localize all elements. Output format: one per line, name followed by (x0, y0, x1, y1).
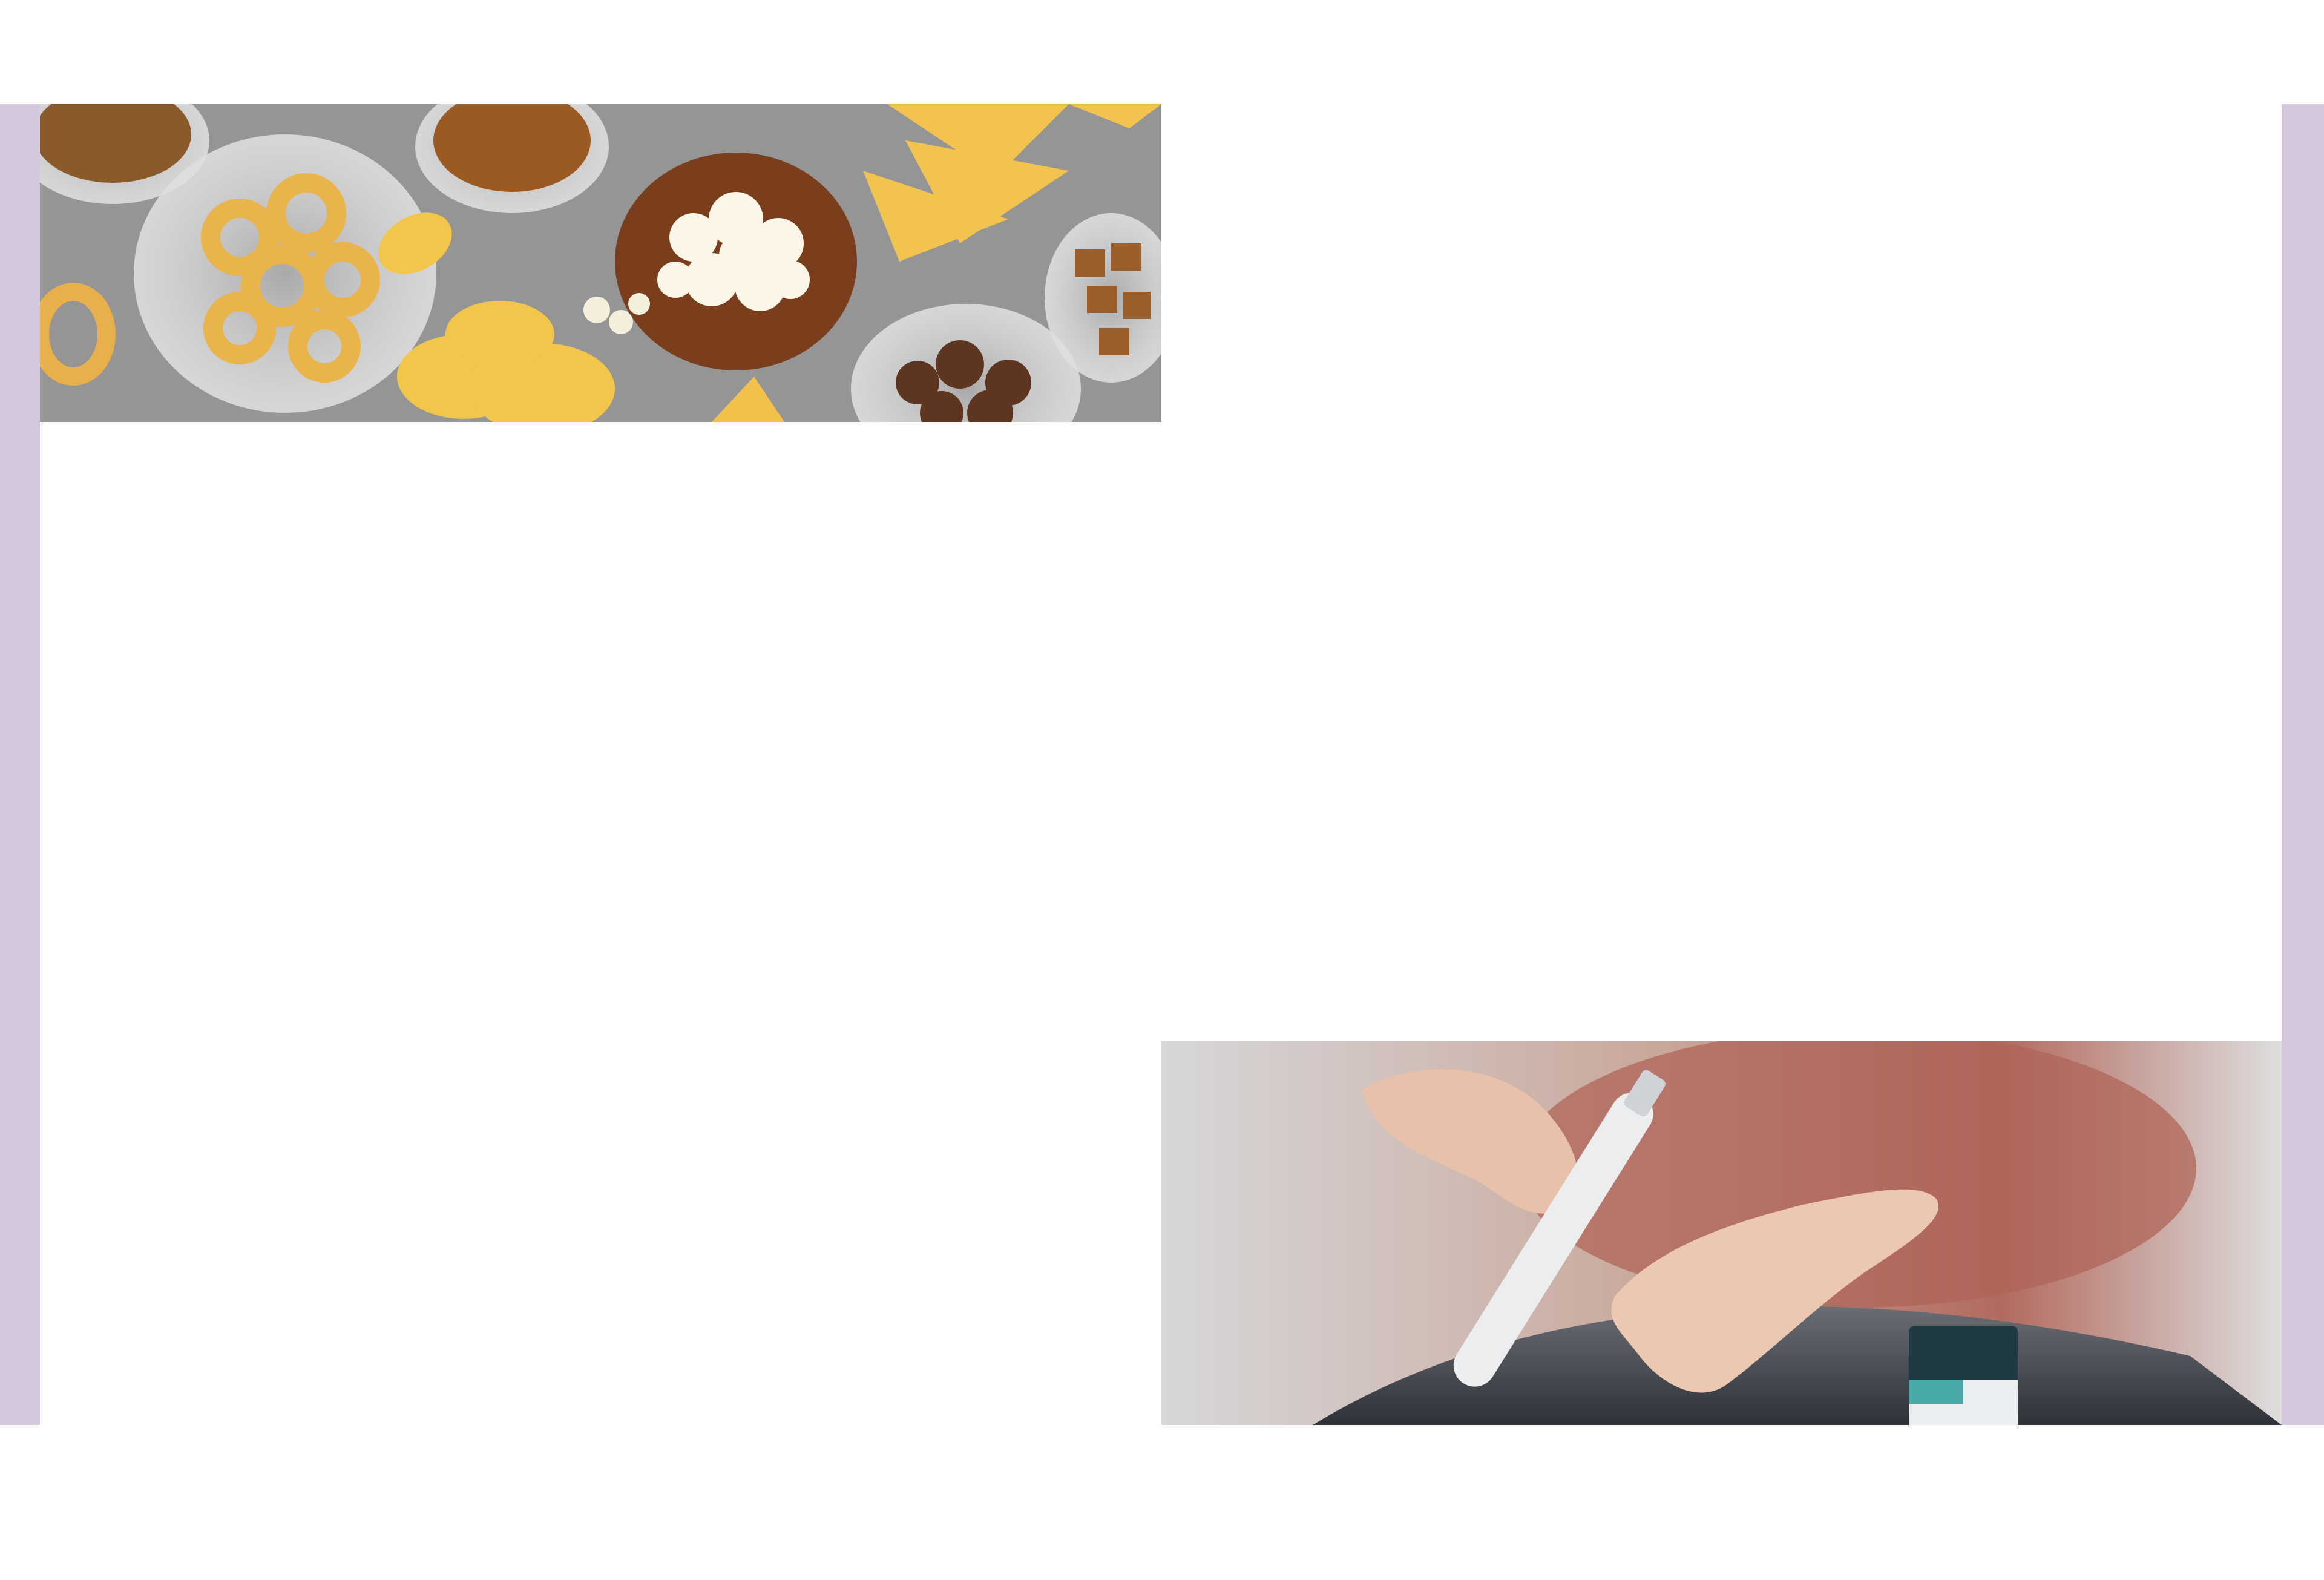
snacks-photo (40, 104, 1161, 422)
bar-chart-svg (1301, 91, 2197, 472)
right-side-stripe (2282, 104, 2324, 1425)
line-chart-svg (139, 966, 1011, 1438)
left-side-stripe (0, 104, 40, 1425)
sugar-line-chart (139, 966, 1011, 1438)
left-body-text (150, 558, 1009, 594)
tema-heading (150, 522, 159, 552)
glucose-test-photo (1161, 1041, 2282, 1425)
potato-bar-chart (1301, 91, 2197, 472)
